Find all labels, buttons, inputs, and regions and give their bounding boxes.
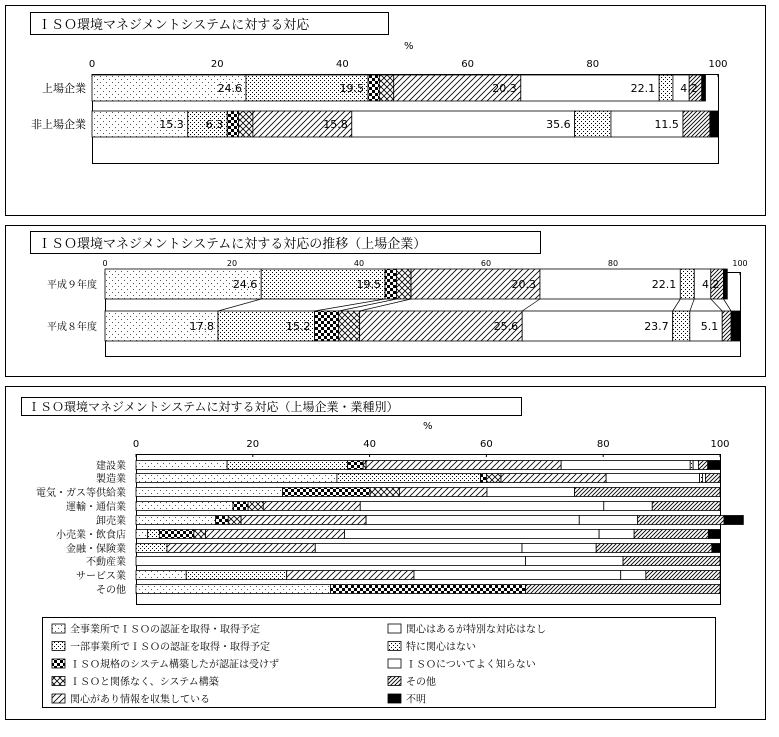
bar-segment bbox=[315, 311, 339, 341]
bar-segment bbox=[599, 530, 634, 539]
bar-row bbox=[96, 514, 743, 527]
bar-segment bbox=[561, 461, 690, 470]
bar-segment bbox=[414, 571, 621, 580]
tick-label: 20 bbox=[246, 439, 260, 450]
bar-segment bbox=[638, 516, 724, 525]
legend-label: 特に関心はない bbox=[406, 642, 476, 653]
data-label: 20.3 bbox=[511, 278, 536, 291]
bar-segment bbox=[228, 516, 241, 525]
bar-row bbox=[66, 542, 720, 555]
connector-line bbox=[315, 299, 385, 311]
bar-segment bbox=[363, 461, 366, 470]
legend-item bbox=[52, 623, 260, 636]
bar-segment bbox=[136, 474, 337, 483]
tick-label: 80 bbox=[586, 59, 600, 70]
data-label: 4.2 bbox=[680, 82, 698, 95]
legend-swatch bbox=[52, 677, 65, 686]
bar-segment bbox=[366, 516, 579, 525]
bar-segment bbox=[683, 111, 710, 137]
bar-segment bbox=[705, 474, 720, 483]
tick-label: 60 bbox=[461, 59, 474, 70]
panel-1-title: ＩＳＯ環境マネジメントシステムに対する対応 bbox=[38, 18, 310, 33]
bar-segment bbox=[385, 269, 396, 299]
bar-segment bbox=[623, 557, 720, 566]
bar-segment bbox=[366, 461, 561, 470]
row-label: 運輸・通信業 bbox=[66, 501, 126, 513]
legend-label: その他 bbox=[406, 677, 436, 688]
connector-line bbox=[723, 299, 731, 311]
bar-segment bbox=[287, 571, 414, 580]
bar-segment bbox=[481, 474, 487, 483]
bar-segment bbox=[227, 461, 347, 470]
panel-2-title: ＩＳＯ環境マネジメントシステムに対する対応の推移（上場企業） bbox=[38, 237, 427, 252]
bar-segment bbox=[368, 75, 379, 101]
bar-segment bbox=[634, 530, 708, 539]
bar-segment bbox=[396, 269, 411, 299]
bar-row bbox=[66, 500, 720, 513]
bar-segment bbox=[205, 530, 344, 539]
legend-label: ＩＳＯ規格のシステム構築したが認証は受けず bbox=[70, 659, 279, 671]
bar-segment bbox=[712, 544, 720, 553]
legend-label: ＩＳＯと関係なく、システム構築 bbox=[70, 677, 219, 688]
bar-segment bbox=[693, 461, 698, 470]
tick-label: 100 bbox=[710, 439, 730, 450]
row-label: 金融・保険業 bbox=[66, 543, 126, 555]
bar-segment bbox=[283, 488, 371, 497]
bar-segment bbox=[227, 111, 238, 137]
bar-segment bbox=[673, 311, 690, 341]
legend-swatch bbox=[388, 642, 401, 651]
row-label: その他 bbox=[96, 584, 126, 596]
bar-segment bbox=[167, 544, 315, 553]
panel-2-plot bbox=[47, 259, 748, 357]
bar-segment bbox=[136, 557, 526, 566]
bar-segment bbox=[379, 75, 393, 101]
bar-segment bbox=[680, 269, 694, 299]
legend-item bbox=[52, 693, 210, 706]
connector-line bbox=[218, 299, 261, 311]
bar-segment bbox=[710, 111, 718, 137]
bar-segment bbox=[360, 502, 604, 511]
legend-item bbox=[388, 659, 536, 671]
bar-segment bbox=[248, 502, 263, 511]
tick-label: 100 bbox=[732, 259, 748, 268]
data-label: 15.3 bbox=[159, 118, 184, 131]
bar-segment bbox=[315, 544, 522, 553]
legend-item bbox=[388, 640, 476, 653]
legend-swatch bbox=[52, 642, 65, 651]
bar-segment bbox=[136, 571, 186, 580]
bar-row bbox=[47, 269, 727, 299]
connector-line bbox=[522, 299, 540, 311]
connector-line bbox=[690, 299, 694, 311]
legend-label: 一部事業所でＩＳＯの認証を取得・取得予定 bbox=[70, 642, 270, 653]
legend-item bbox=[388, 623, 546, 636]
tick-label: 100 bbox=[708, 59, 728, 70]
data-label: 4.2 bbox=[701, 278, 720, 291]
tick-label: 60 bbox=[480, 259, 492, 268]
bar-segment bbox=[136, 502, 233, 511]
row-label: サービス業 bbox=[76, 570, 126, 582]
bar-segment bbox=[263, 502, 360, 511]
bar-segment bbox=[501, 474, 606, 483]
data-label: 19.5 bbox=[356, 278, 382, 291]
bar-segment bbox=[238, 111, 252, 137]
tick-label: 60 bbox=[480, 439, 493, 450]
bar-segment bbox=[241, 516, 366, 525]
bar-segment bbox=[148, 530, 160, 539]
bar-segment bbox=[136, 461, 227, 470]
panel-3-title: ＩＳＯ環境マネジメントシステムに対する対応（上場企業・業種別） bbox=[28, 400, 399, 414]
data-label: 6.3 bbox=[205, 118, 224, 131]
data-label: 17.8 bbox=[189, 320, 215, 333]
bar-segment bbox=[702, 75, 706, 101]
row-label: 小売業・飲食店 bbox=[56, 529, 126, 541]
legend-swatch bbox=[52, 624, 65, 633]
bar-segment bbox=[579, 516, 637, 525]
legend-label: ＩＳＯについてよく知らない bbox=[406, 659, 536, 671]
bar-segment bbox=[724, 516, 743, 525]
panel-3-unit: % bbox=[423, 421, 433, 432]
panel-1-unit: % bbox=[404, 41, 414, 52]
legend-label: 不明 bbox=[406, 694, 426, 706]
tick-label: 40 bbox=[363, 439, 376, 450]
bar-row bbox=[56, 528, 720, 541]
legend-label: 全事業所でＩＳＯの認証を取得・取得予定 bbox=[70, 624, 260, 636]
bar-segment bbox=[690, 461, 693, 470]
row-label: 建設業 bbox=[96, 460, 126, 472]
tick-label: 40 bbox=[353, 259, 365, 268]
panel-1-plot bbox=[31, 59, 728, 164]
bar-segment bbox=[136, 530, 148, 539]
bar-segment bbox=[659, 75, 673, 101]
connector-line bbox=[711, 299, 722, 311]
row-label: 非上場企業 bbox=[31, 118, 86, 132]
bar-segment bbox=[700, 474, 703, 483]
bar-segment bbox=[136, 488, 283, 497]
tick-label: 80 bbox=[607, 259, 619, 268]
tick-label: 0 bbox=[88, 59, 96, 70]
bar-segment bbox=[522, 544, 596, 553]
data-label: 15.2 bbox=[286, 320, 311, 333]
data-label: 22.1 bbox=[651, 278, 677, 291]
bar-segment bbox=[136, 544, 167, 553]
legend-label: 関心があり情報を収集している bbox=[70, 694, 210, 706]
data-label: 24.6 bbox=[217, 82, 242, 95]
bar-segment bbox=[370, 488, 399, 497]
bar-segment bbox=[698, 461, 707, 470]
bar-segment bbox=[347, 461, 363, 470]
bar-row bbox=[36, 486, 720, 499]
tick-label: 0 bbox=[132, 439, 140, 450]
bar-segment bbox=[487, 488, 575, 497]
legend-item bbox=[52, 675, 219, 688]
bar-segment bbox=[731, 311, 740, 341]
tick-label: 0 bbox=[102, 259, 108, 268]
bar-segment bbox=[352, 111, 575, 137]
bar-row bbox=[42, 75, 705, 101]
bar-row bbox=[96, 472, 720, 485]
bar-segment bbox=[708, 530, 720, 539]
bar-segment bbox=[215, 516, 228, 525]
connector-line bbox=[673, 299, 681, 311]
bar-segment bbox=[575, 488, 720, 497]
panel-1-frame bbox=[6, 6, 766, 216]
bar-segment bbox=[723, 269, 727, 299]
data-label: 19.5 bbox=[339, 82, 365, 95]
bar-segment bbox=[596, 544, 712, 553]
panel-3-plot bbox=[36, 439, 743, 605]
bar-segment bbox=[337, 474, 481, 483]
legend-label: 関心はあるが特別な対応はなし bbox=[406, 624, 546, 636]
legend-swatch bbox=[388, 694, 401, 703]
bar-segment bbox=[575, 111, 611, 137]
tick-label: 20 bbox=[210, 59, 224, 70]
data-label: 25.6 bbox=[493, 320, 519, 333]
bar-segment bbox=[604, 502, 652, 511]
bar-segment bbox=[339, 311, 360, 341]
bar-segment bbox=[399, 488, 487, 497]
bar-segment bbox=[194, 530, 206, 539]
row-label: 平成８年度 bbox=[47, 321, 97, 333]
row-label: 不動産業 bbox=[86, 556, 126, 568]
bar-segment bbox=[652, 502, 720, 511]
bar-segment bbox=[708, 461, 720, 470]
legend-swatch bbox=[388, 677, 401, 686]
data-label: 15.8 bbox=[323, 118, 348, 131]
legend-item bbox=[388, 694, 426, 706]
data-label: 5.1 bbox=[700, 320, 719, 333]
bar-segment bbox=[526, 557, 624, 566]
data-label: 35.6 bbox=[546, 118, 571, 131]
bar-segment bbox=[722, 311, 731, 341]
row-label: 電気・ガス等供給業 bbox=[36, 487, 126, 499]
bar-row bbox=[47, 311, 740, 341]
row-label: 製造業 bbox=[96, 473, 126, 485]
legend-swatch bbox=[388, 624, 401, 633]
bar-row bbox=[76, 569, 720, 582]
row-label: 平成９年度 bbox=[47, 279, 97, 291]
legend-item bbox=[52, 658, 279, 671]
bar-row bbox=[96, 583, 720, 596]
bar-segment bbox=[344, 530, 599, 539]
bar-segment bbox=[646, 571, 720, 580]
row-label: 卸売業 bbox=[96, 515, 126, 527]
bar-segment bbox=[486, 474, 501, 483]
bar-segment bbox=[606, 474, 699, 483]
bar-segment bbox=[702, 474, 705, 483]
bar-segment bbox=[159, 530, 193, 539]
bar-row bbox=[31, 111, 718, 137]
bar-row bbox=[96, 459, 720, 472]
bar-segment bbox=[136, 585, 330, 594]
data-label: 20.3 bbox=[492, 82, 517, 95]
data-label: 11.5 bbox=[654, 118, 679, 131]
legend-swatch bbox=[52, 694, 65, 703]
bar-segment bbox=[526, 585, 720, 594]
data-label: 23.7 bbox=[644, 320, 669, 333]
bar-segment bbox=[621, 571, 646, 580]
row-label: 上場企業 bbox=[42, 82, 86, 96]
legend-item bbox=[52, 640, 270, 653]
tick-label: 80 bbox=[596, 439, 610, 450]
legend-swatch bbox=[388, 659, 401, 668]
bar-segment bbox=[233, 502, 248, 511]
data-label: 22.1 bbox=[630, 82, 656, 95]
bar-row bbox=[86, 555, 720, 568]
legend-item bbox=[388, 675, 436, 688]
bar-segment bbox=[136, 516, 215, 525]
tick-label: 40 bbox=[336, 59, 349, 70]
tick-label: 20 bbox=[226, 259, 238, 268]
bar-segment bbox=[186, 571, 286, 580]
legend-swatch bbox=[52, 659, 65, 668]
bar-segment bbox=[330, 585, 525, 594]
data-label: 24.6 bbox=[232, 278, 258, 291]
